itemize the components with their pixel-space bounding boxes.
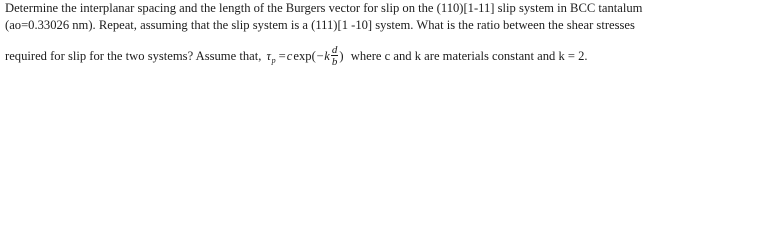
formula-fraction [331,45,339,67]
formula-tau-symbol: τ [266,48,272,63]
problem-line-1: Determine the interplanar spacing and the length of the Burgers vector for slip on the (110)[1-11] slip system in BCC tantalum [5,1,643,15]
problem-line-3 [5,46,588,68]
formula-exp: exp( [293,48,316,63]
formula-close-paren: ) [339,48,344,63]
formula-equals: = [278,48,286,63]
formula-subscript: p [271,55,276,65]
formula-fraction-denominator: b [331,56,338,68]
formula-minus-k: −k [315,48,330,63]
formula-constant-c: c [286,48,293,63]
problem-line-3-end: where c and k are materials constant and k = 2. [350,48,588,63]
problem-line-2: (ao=0.33026 nm). Repeat, assuming that the slip system is a (111)[1 -10] system. What is the ratio between the shear stresses [5,18,635,32]
problem-line-3-start: required for slip for the two systems? Assume that, [5,48,262,63]
formula-fraction-numerator: d [331,44,338,56]
problem-text-block [0,0,780,72]
peierls-stress-formula [267,45,344,67]
